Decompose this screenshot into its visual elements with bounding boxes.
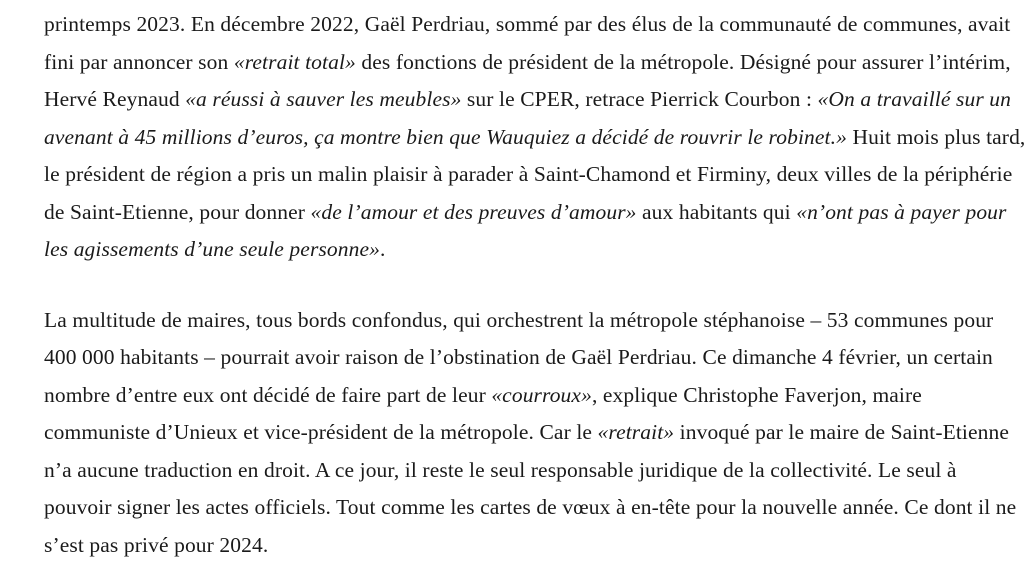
- quoted-emphasis: «de l’amour et des preuves d’amour»: [311, 200, 637, 224]
- quoted-emphasis: «courroux»: [491, 383, 592, 407]
- article-paragraph-2: [44, 302, 1028, 564]
- text-run: invoqué par le maire de Saint-Etienne n’a aucune traduction en droit. A ce jour, il reste le seul responsable juridique de la collectivité. Le seul à pouvoir signer les actes officiels. Tout comme les cartes de vœux à en-tête pour la nouvelle année. Ce dont il ne s’est pas privé pour 2024.: [44, 420, 1016, 557]
- text-run: printemps 2023. En décembre 2022, Gaël Perdriau, sommé par des élus de la communauté de communes, avait fini par annoncer son: [44, 12, 1010, 74]
- text-run: Huit mois plus tard, le président de région a pris un malin plaisir à parader à Saint-Chamond et Firminy, deux villes de la périphérie de Saint-Etienne, pour donner: [44, 125, 1025, 224]
- quoted-emphasis: «retrait total»: [234, 50, 356, 74]
- text-run: La multitude de maires, tous bords confondus, qui orchestrent la métropole stéphanoise – 53 communes pour 400 000 habitants – pourrait avoir raison de l’obstination de Gaël Perdriau. Ce dimanche 4 février, un certain nombre d’entre eux ont décidé de faire part de leur: [44, 308, 993, 407]
- text-run: des fonctions de président de la métropole. Désigné pour assurer l’intérim, Hervé Reynaud: [44, 50, 1011, 112]
- article-paragraph-1: [44, 6, 1028, 269]
- text-run: aux habitants qui: [637, 200, 797, 224]
- text-run: .: [380, 237, 385, 261]
- quoted-emphasis: «On a travaillé sur un avenant à 45 millions d’euros, ça montre bien que Wauquiez a décidé de rouvrir le robinet.»: [44, 87, 1011, 149]
- text-run: , explique Christophe Faverjon, maire communiste d’Unieux et vice-président de la métropole. Car le: [44, 383, 922, 445]
- text-run: sur le CPER, retrace Pierrick Courbon :: [461, 87, 817, 111]
- article-body: [0, 6, 1028, 564]
- quoted-emphasis: «retrait»: [598, 420, 675, 444]
- quoted-emphasis: «a réussi à sauver les meubles»: [185, 87, 461, 111]
- quoted-emphasis: «n’ont pas à payer pour les agissements d’une seule personne»: [44, 200, 1007, 262]
